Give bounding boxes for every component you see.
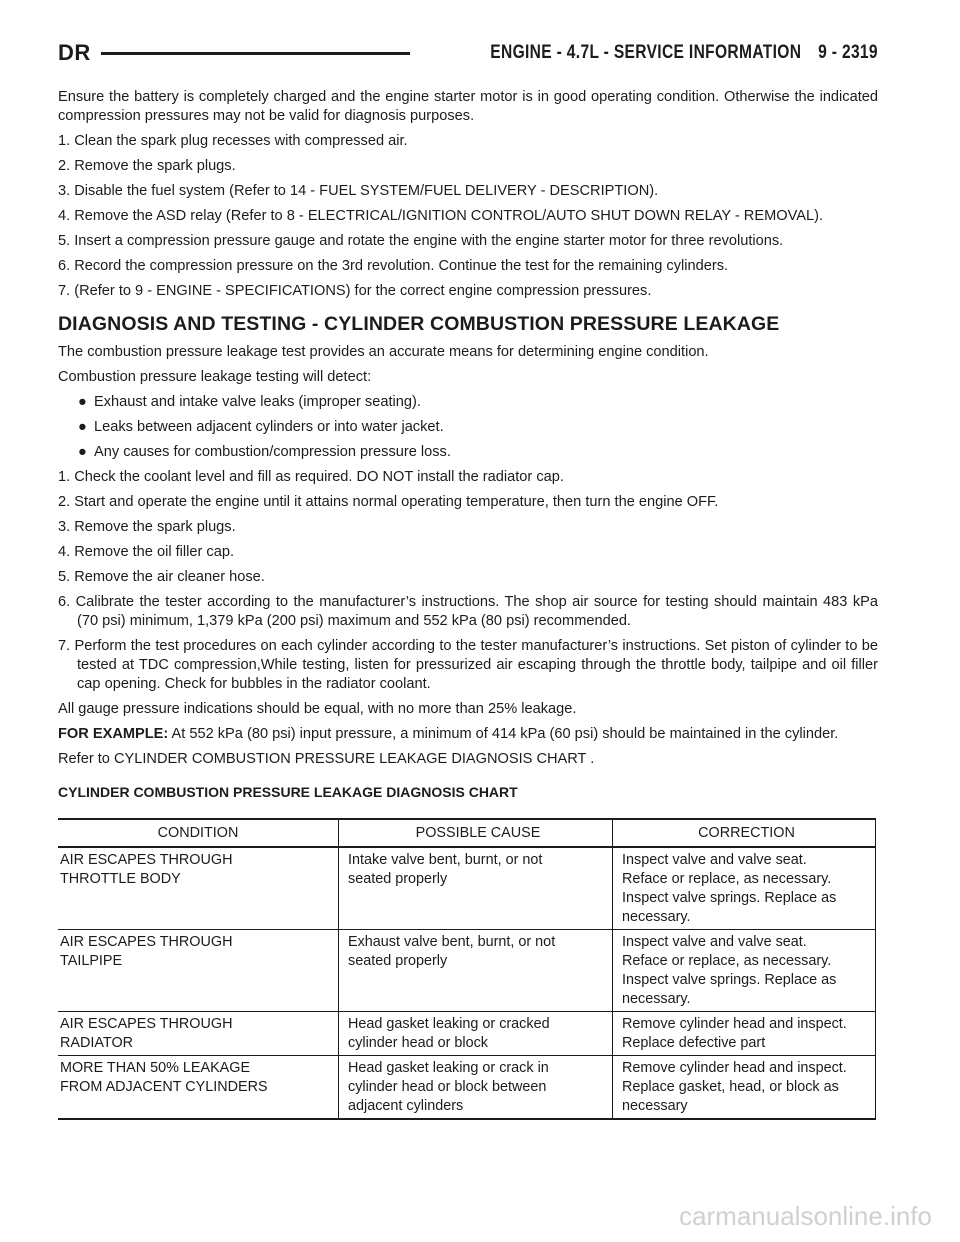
cause-cell — [339, 1012, 613, 1056]
step-item: 1. Check the coolant level and fill as required. DO NOT install the radiator cap. — [58, 469, 564, 485]
bullet-item — [78, 443, 878, 462]
leakage-steps — [58, 468, 878, 694]
paragraph: All gauge pressure indications should be equal, with no more than 25% leakage. — [58, 701, 577, 717]
correction-cell — [613, 847, 876, 930]
document-body — [58, 88, 878, 1120]
cell-text: Inspect valve springs. Replace as — [622, 972, 837, 988]
chart-title: CYLINDER COMBUSTION PRESSURE LEAKAGE DIAGNOSIS CHART — [58, 784, 518, 800]
cell-text: MORE THAN 50% LEAKAGE — [60, 1060, 251, 1076]
column-header: POSSIBLE CAUSE — [339, 819, 613, 847]
column-header: CORRECTION — [613, 819, 876, 847]
step-item: 4. Remove the ASD relay (Refer to 8 - ELECTRICAL/IGNITION CONTROL/AUTO SHUT DOWN RELAY - REMOVAL). — [58, 208, 823, 224]
cell-text: Reface or replace, as necessary. — [622, 871, 832, 887]
step-item: 1. Clean the spark plug recesses with compressed air. — [58, 133, 408, 149]
cause-cell — [339, 847, 613, 930]
page-header — [58, 40, 878, 66]
cell-text: adjacent cylinders — [348, 1098, 464, 1114]
section-title: ENGINE - 4.7L - SERVICE INFORMATION — [490, 42, 802, 63]
compression-steps — [58, 132, 878, 301]
cell-text: necessary — [622, 1098, 688, 1114]
diagnosis-table — [58, 818, 876, 1120]
step-item: 2. Start and operate the engine until it attains normal operating temperature, then turn the engine OFF. — [58, 494, 719, 510]
cell-text: Intake valve bent, burnt, or not — [348, 852, 543, 868]
cell-text: AIR ESCAPES THROUGH — [60, 1016, 233, 1032]
step-item: 4. Remove the oil filler cap. — [58, 544, 235, 560]
bullet-text: Leaks between adjacent cylinders or into water jacket. — [94, 419, 444, 435]
cell-text: seated properly — [348, 953, 448, 969]
cell-text: AIR ESCAPES THROUGH — [60, 852, 233, 868]
cell-text: Head gasket leaking or cracked — [348, 1016, 550, 1032]
cell-text: cylinder head or block — [348, 1035, 488, 1051]
condition-cell — [58, 930, 339, 1012]
cell-text: Exhaust valve bent, burnt, or not — [348, 934, 556, 950]
cell-text: necessary. — [622, 909, 691, 925]
bullet-icon: ● — [78, 419, 87, 435]
correction-cell — [613, 1056, 876, 1120]
step-item: 6. Record the compression pressure on the 3rd revolution. Continue the test for the remaining cylinders. — [58, 258, 729, 274]
header-rule — [101, 52, 410, 55]
cell-text: RADIATOR — [60, 1035, 134, 1051]
condition-cell — [58, 847, 339, 930]
example-lead: FOR EXAMPLE: — [58, 726, 169, 742]
cell-text: Remove cylinder head and inspect. — [622, 1016, 847, 1032]
watermark: carmanualsonline.info — [679, 1201, 932, 1231]
page-number: 9 - 2319 — [818, 42, 878, 63]
bullet-icon: ● — [78, 394, 87, 410]
bullet-text: Exhaust and intake valve leaks (improper seating). — [94, 394, 421, 410]
step-item: 5. Insert a compression pressure gauge and rotate the engine with the engine starter motor for three revolutions. — [58, 233, 784, 249]
cause-cell — [339, 1056, 613, 1120]
condition-cell — [58, 1012, 339, 1056]
section-heading: DIAGNOSIS AND TESTING - CYLINDER COMBUSTION PRESSURE LEAKAGE — [58, 313, 780, 335]
table-row — [58, 930, 876, 1012]
cell-text: Inspect valve and valve seat. — [622, 852, 807, 868]
step-item: 3. Remove the spark plugs. — [58, 519, 236, 535]
example-paragraph — [58, 725, 878, 744]
bullet-text: Any causes for combustion/compression pressure loss. — [94, 444, 451, 460]
cell-text: Remove cylinder head and inspect. — [622, 1060, 847, 1076]
table-row — [58, 1056, 876, 1120]
correction-cell — [613, 1012, 876, 1056]
table-body — [58, 847, 876, 1119]
table-row — [58, 847, 876, 930]
condition-cell — [58, 1056, 339, 1120]
step-item: 7. (Refer to 9 - ENGINE - SPECIFICATIONS) for the correct engine compression pressures. — [58, 283, 652, 299]
cell-text: Replace gasket, head, or block as — [622, 1079, 839, 1095]
bullet-item — [78, 393, 878, 412]
correction-cell — [613, 930, 876, 1012]
bullet-item — [78, 418, 878, 437]
cell-text: cylinder head or block between — [348, 1079, 547, 1095]
step-item: 2. Remove the spark plugs. — [58, 158, 236, 174]
cell-text: Head gasket leaking or crack in — [348, 1060, 549, 1076]
bullet-icon: ● — [78, 444, 87, 460]
table-row — [58, 1012, 876, 1056]
cell-text: Inspect valve springs. Replace as — [622, 890, 837, 906]
cell-text: Replace defective part — [622, 1035, 766, 1051]
cell-text: THROTTLE BODY — [60, 871, 181, 887]
step-item: 7. Perform the test procedures on each cylinder according to the tester manufacturer’s instructions. Set piston of cylinder to be tested at TDC compression,While testing, listen for pressurized air escaping through the throttle body, tailpipe and oil filler cap opening. Check for bubbles in the radiator coolant. — [58, 638, 878, 692]
cell-text: FROM ADJACENT CYLINDERS — [60, 1079, 268, 1095]
cell-text: AIR ESCAPES THROUGH — [60, 934, 233, 950]
table-header-row — [58, 819, 876, 847]
cell-text: Inspect valve and valve seat. — [622, 934, 807, 950]
cell-text: TAILPIPE — [60, 953, 123, 969]
example-text: At 552 kPa (80 psi) input pressure, a minimum of 414 kPa (60 psi) should be maintained in the cylinder. — [171, 726, 839, 742]
cell-text: seated properly — [348, 871, 448, 887]
step-item: 6. Calibrate the tester according to the manufacturer’s instructions. The shop air source for testing should maintain 483 kPa (70 psi) minimum, 1,379 kPa (200 psi) maximum and 552 kPa (80 psi) recommended. — [58, 594, 878, 629]
detect-list — [58, 393, 878, 462]
step-item: 5. Remove the air cleaner hose. — [58, 569, 265, 585]
column-header: CONDITION — [58, 819, 339, 847]
paragraph: Combustion pressure leakage testing will detect: — [58, 369, 372, 385]
intro-paragraph: Ensure the battery is completely charged and the engine starter motor is in good operating condition. Otherwise the indicated compression pressures may not be valid for diagnosis purposes. — [58, 89, 878, 124]
cell-text: necessary. — [622, 991, 691, 1007]
step-item: 3. Disable the fuel system (Refer to 14 - FUEL SYSTEM/FUEL DELIVERY - DESCRIPTION). — [58, 183, 659, 199]
model-code: DR — [58, 40, 91, 65]
cause-cell — [339, 930, 613, 1012]
cell-text: Reface or replace, as necessary. — [622, 953, 832, 969]
paragraph: Refer to CYLINDER COMBUSTION PRESSURE LEAKAGE DIAGNOSIS CHART . — [58, 751, 595, 767]
paragraph: The combustion pressure leakage test provides an accurate means for determining engine condition. — [58, 344, 709, 360]
